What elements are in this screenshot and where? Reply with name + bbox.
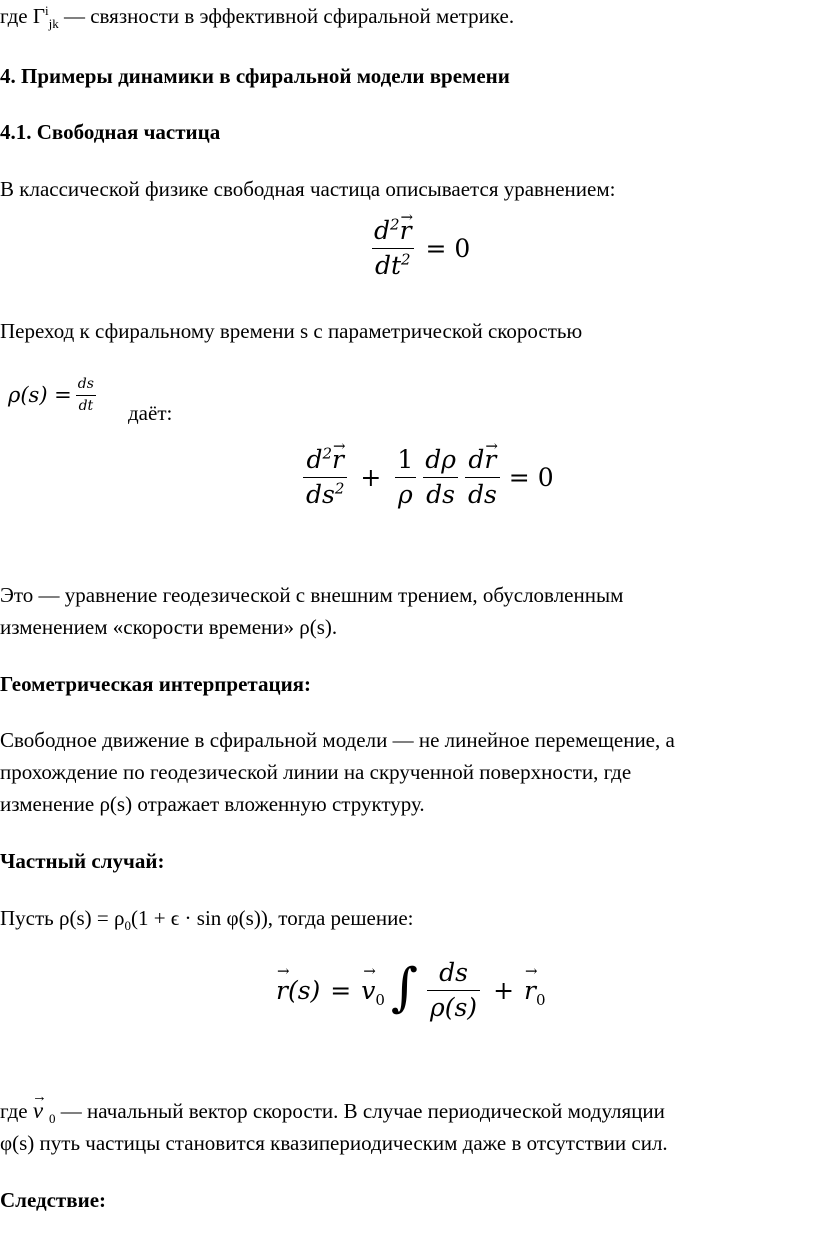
equation-spiral-free: [300, 437, 564, 517]
special-case-heading: Частный случай:: [0, 849, 165, 873]
text-fragment: где Γ: [0, 4, 45, 28]
eq-text: (s): [287, 975, 321, 1005]
eq-sub: 0: [375, 990, 385, 1009]
eq-sup: 2: [390, 215, 400, 234]
eq-text: d: [306, 444, 323, 474]
transition-paragraph: Переход к сфиральному времени s с параметрической скоростью: [0, 319, 583, 343]
integral-sign: ∫: [390, 958, 419, 1018]
eq-sub: 0: [535, 990, 546, 1009]
text-fragment: Пусть ρ(s) = ρ: [0, 906, 125, 930]
vector-v: → v: [33, 1095, 43, 1127]
fraction: [465, 445, 500, 510]
vector-r: → r: [276, 976, 288, 1005]
eq-sup: 2: [322, 444, 332, 463]
eq-text: ρ(s) =: [8, 383, 72, 407]
where-v0-line-2: φ(s) путь частицы становится квазипериодическим даже в отсутствии сил.: [0, 1131, 668, 1155]
equals-zero: = 0: [508, 462, 554, 492]
fraction: [303, 445, 347, 510]
subscript: 0: [49, 1111, 56, 1127]
fraction: [371, 216, 415, 281]
eq-text: dρ: [425, 444, 456, 474]
equation-classical: [368, 208, 480, 288]
christoffel-line: [0, 0, 514, 32]
subscript: jk: [48, 16, 59, 32]
vector-r: → r: [484, 445, 496, 475]
text-fragment: где: [0, 1099, 33, 1123]
vector-v: → v: [361, 976, 375, 1005]
eq-text: dt: [76, 395, 97, 415]
free-motion-line-2: прохождение по геодезической линии на скрученной поверхности, где: [0, 760, 632, 784]
eq-text: ds: [465, 477, 500, 510]
section-4-1-heading: 4.1. Свободная частица: [0, 120, 221, 144]
fraction: [427, 958, 480, 1023]
eq-text: d: [468, 444, 485, 474]
eq-text: ds: [423, 477, 458, 510]
equals-zero: = 0: [425, 233, 471, 263]
vector-r: → r: [524, 976, 536, 1005]
superscript: i: [44, 3, 49, 18]
text-fragment: — связности в эффективной сфиральной метрике.: [58, 4, 515, 28]
text-fragment: — начальный вектор скорости. В случае периодической модуляции: [55, 1099, 665, 1123]
eq-text: ds: [439, 957, 468, 987]
eq-text: ds: [77, 375, 94, 392]
vector-r: → r: [332, 445, 344, 475]
equation-solution: [276, 948, 546, 1032]
eq-text: dt: [374, 250, 402, 280]
let-rho-line: [0, 902, 413, 934]
classical-paragraph: В классической физике свободная частица описывается уравнением:: [0, 177, 616, 201]
plus-sign: +: [493, 975, 515, 1005]
free-motion-line-3: изменение ρ(s) отражает вложенную структуру.: [0, 792, 425, 816]
free-motion-line-1: Свободное движение в сфиральной модели — не линейное перемещение, а: [0, 728, 675, 752]
geometric-heading: Геометрическая интерпретация:: [0, 672, 312, 696]
eq-text: ds: [306, 479, 335, 509]
eq-sup: 2: [401, 250, 411, 269]
consequence-heading: Следствие:: [0, 1188, 107, 1212]
eq-text: 1: [397, 444, 414, 474]
fraction: [75, 376, 97, 415]
equation-rho: [8, 372, 100, 418]
geodesic-line-1: Это — уравнение геодезической с внешним трением, обусловленным: [0, 583, 624, 607]
where-v0-line-1: [0, 1095, 665, 1127]
equals-sign: =: [330, 975, 352, 1005]
eq-text: ρ: [395, 477, 416, 510]
section-4-heading: 4. Примеры динамики в сфиральной модели времени: [0, 64, 510, 88]
eq-sup: 2: [334, 479, 345, 498]
subscript: 0: [124, 918, 131, 934]
geodesic-line-2: изменением «скорости времени» ρ(s).: [0, 615, 338, 639]
plus-sign: +: [360, 462, 382, 492]
fraction: [422, 445, 459, 510]
gives-text: даёт:: [128, 401, 173, 425]
eq-text: ρ(s): [427, 990, 480, 1023]
vector-r: → r: [400, 216, 412, 246]
fraction: [394, 445, 416, 510]
text-fragment: (1 + ϵ · sin φ(s)), тогда решение:: [130, 906, 414, 930]
eq-text: d: [374, 215, 391, 245]
